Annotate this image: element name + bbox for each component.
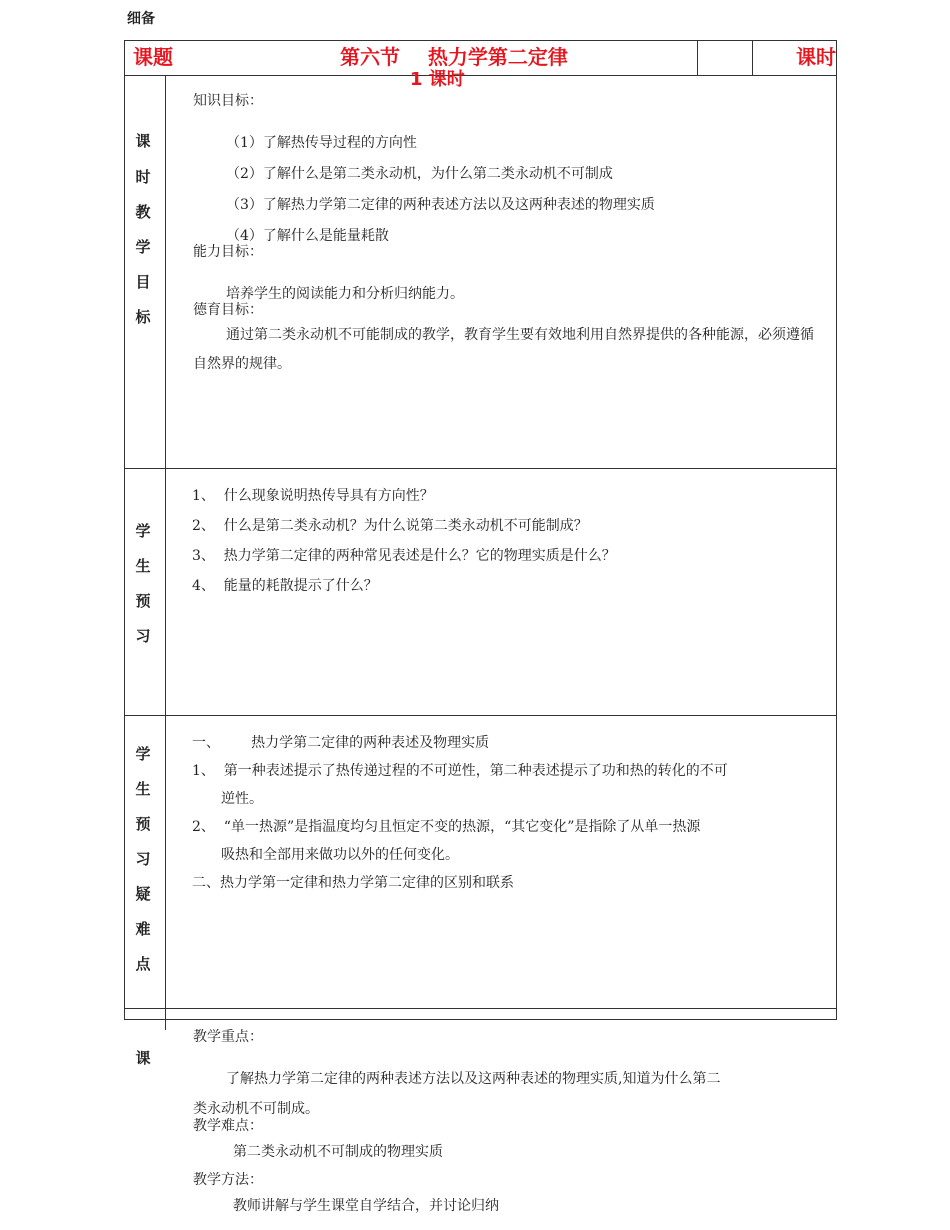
ability-heading: 能力目标：	[193, 244, 263, 260]
title-cell-divider	[752, 40, 753, 75]
difficulty-item: 1、 第一种表述提示了热传递过程的不可逆性，第二种表述提示了功和热的转化的不可	[192, 763, 728, 779]
label-char: 点	[135, 955, 151, 973]
table-border-right	[836, 40, 837, 1020]
key-text-continued: 类永动机不可制成。	[193, 1101, 319, 1117]
label-char: 预	[135, 815, 151, 833]
preview-item: 4、 能量的耗散提示了什么？	[192, 578, 378, 594]
table-row-divider	[124, 75, 836, 76]
table-row-divider	[124, 715, 836, 716]
label-char: 教	[135, 203, 151, 221]
table-border-bottom	[124, 1019, 836, 1020]
title-cell-divider	[697, 40, 698, 75]
ability-text: 培养学生的阅读能力和分析归纳能力。	[226, 286, 464, 302]
knowledge-heading: 知识目标：	[193, 93, 263, 109]
label-char: 习	[135, 850, 151, 868]
difficulty-heading: 二、热力学第一定律和热力学第二定律的区别和联系	[192, 875, 514, 891]
label-char: 目	[135, 273, 151, 291]
lesson-title: 第六节 热力学第二定律	[340, 45, 568, 69]
label-char: 标	[135, 308, 151, 326]
table-row-divider	[124, 1008, 836, 1009]
difficulty-item-continued: 吸热和全部用来做功以外的任何变化。	[221, 847, 459, 863]
label-char: 难	[135, 920, 151, 938]
preview-item: 1、 什么现象说明热传导具有方向性？	[192, 488, 434, 504]
method-text: 教师讲解与学生课堂自学结合，并讨论归纳	[233, 1198, 499, 1214]
keshi-value: 1 课时	[410, 69, 465, 90]
moral-text: 通过第二类永动机不可能制成的教学，教育学生要有效地利用自然界提供的各种能源，必须遵循自然界的规律。	[193, 327, 814, 372]
key-heading: 教学重点：	[193, 1029, 263, 1045]
knowledge-item: （2）了解什么是第二类永动机，为什么第二类永动机不可制成	[226, 166, 613, 182]
keti-label: 课题	[133, 45, 173, 69]
preview-item: 2、 什么是第二类永动机？为什么说第二类永动机不可能制成？	[192, 518, 588, 534]
label-char: 学	[135, 238, 151, 256]
label-char: 生	[135, 780, 151, 798]
keshi-label: 课时	[796, 45, 836, 69]
preview-item: 3、 热力学第二定律的两种常见表述是什么？它的物理实质是什么？	[192, 548, 616, 564]
difficult-heading: 教学难点：	[193, 1118, 263, 1134]
table-column-divider	[165, 75, 166, 1030]
moral-heading: 德育目标：	[193, 302, 263, 318]
difficult-text: 第二类永动机不可制成的物理实质	[233, 1144, 443, 1160]
difficulty-item-continued: 逆性。	[221, 791, 263, 807]
knowledge-item: （4）了解什么是能量耗散	[226, 228, 389, 244]
label-char: 学	[135, 745, 151, 763]
knowledge-item: （1）了解热传导过程的方向性	[226, 135, 417, 151]
table-border-left	[124, 40, 125, 1020]
knowledge-item: （3）了解热力学第二定律的两种表述方法以及这两种表述的物理实质	[226, 197, 655, 213]
label-char: 习	[135, 627, 151, 645]
label-char: 学	[135, 522, 151, 540]
label-char: 生	[135, 557, 151, 575]
header-note: 细备	[127, 11, 155, 27]
label-char: 课	[135, 1049, 151, 1067]
label-char: 课	[135, 132, 151, 150]
label-char: 预	[135, 592, 151, 610]
table-row-divider	[124, 468, 836, 469]
label-char: 疑	[135, 885, 151, 903]
difficulty-item: 2、 “单一热源”是指温度均匀且恒定不变的热源，“其它变化”是指除了从单一热源	[192, 819, 701, 835]
method-heading: 教学方法：	[193, 1172, 263, 1188]
label-char: 时	[135, 168, 151, 186]
difficulty-heading: 一、 热力学第二定律的两种表述及物理实质	[192, 735, 490, 751]
key-text: 了解热力学第二定律的两种表述方法以及这两种表述的物理实质,知道为什么第二	[226, 1071, 721, 1087]
